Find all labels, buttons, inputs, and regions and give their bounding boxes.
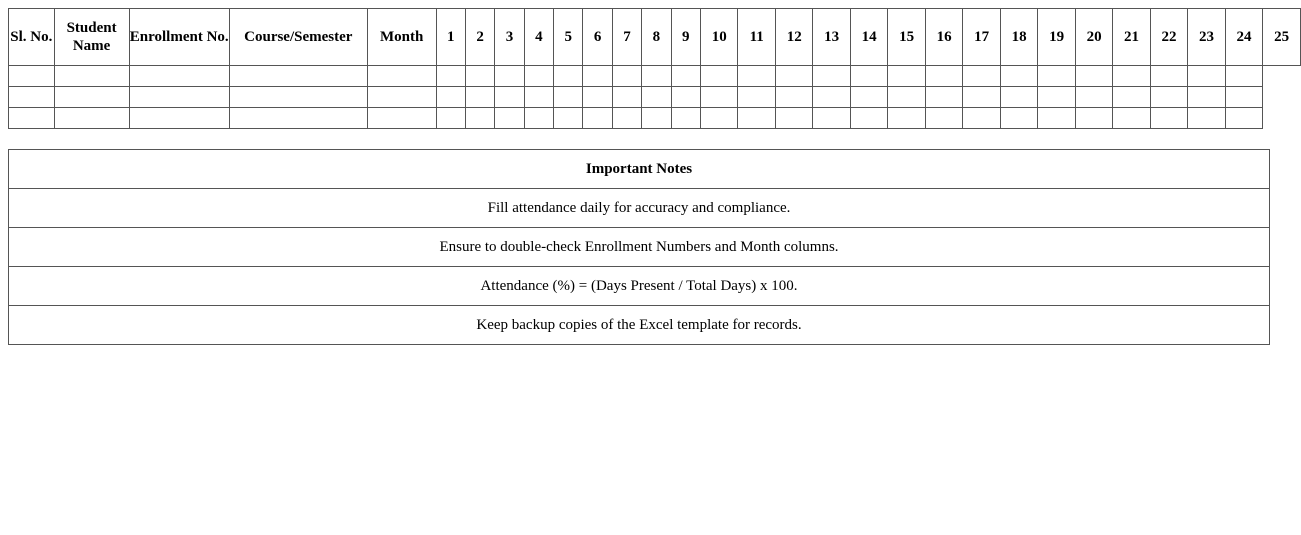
table-cell[interactable] [775,87,812,108]
table-cell[interactable] [524,108,553,129]
table-cell[interactable] [671,66,700,87]
header-day-4: 4 [524,9,553,66]
table-cell[interactable] [963,87,1000,108]
table-cell[interactable] [888,87,925,108]
table-cell[interactable] [612,108,641,129]
note-text: Keep backup copies of the Excel template for records. [9,306,1270,345]
table-cell[interactable] [229,108,367,129]
table-cell[interactable] [1150,108,1187,129]
table-cell[interactable] [925,87,962,108]
header-day-15: 15 [888,9,925,66]
table-cell[interactable] [9,66,55,87]
header-day-11: 11 [738,9,775,66]
table-cell[interactable] [1225,87,1262,108]
important-notes-table [8,149,1270,345]
table-cell[interactable] [54,108,129,129]
table-cell[interactable] [775,108,812,129]
table-cell[interactable] [1113,108,1150,129]
table-cell[interactable] [367,66,436,87]
table-cell[interactable] [1000,108,1037,129]
table-cell[interactable] [813,108,850,129]
header-student-name: Student Name [54,9,129,66]
notes-title-row [9,150,1270,189]
table-row [9,87,1301,108]
table-cell[interactable] [963,66,1000,87]
header-day-18: 18 [1000,9,1037,66]
note-row [9,267,1270,306]
table-cell[interactable] [1113,87,1150,108]
table-cell[interactable] [367,108,436,129]
attendance-table [8,8,1301,129]
table-cell[interactable] [554,66,583,87]
attendance-body [9,66,1301,129]
table-cell[interactable] [963,108,1000,129]
table-cell[interactable] [129,108,229,129]
header-day-12: 12 [775,9,812,66]
table-cell[interactable] [129,66,229,87]
header-day-1: 1 [436,9,465,66]
table-cell[interactable] [738,108,775,129]
table-row [9,108,1301,129]
table-cell[interactable] [612,87,641,108]
attendance-table-viewport [8,8,1290,129]
note-row [9,189,1270,228]
header-course-semester: Course/Semester [229,9,367,66]
header-day-9: 9 [671,9,700,66]
table-row [9,66,1301,87]
table-cell[interactable] [524,66,553,87]
note-row [9,228,1270,267]
table-cell[interactable] [554,108,583,129]
table-cell[interactable] [1188,87,1225,108]
table-cell[interactable] [671,87,700,108]
table-cell[interactable] [1188,66,1225,87]
table-cell[interactable] [465,87,494,108]
header-day-24: 24 [1225,9,1262,66]
table-cell[interactable] [850,87,887,108]
table-cell[interactable] [583,87,612,108]
table-cell[interactable] [888,66,925,87]
table-cell[interactable] [813,66,850,87]
table-cell[interactable] [813,87,850,108]
table-cell[interactable] [850,66,887,87]
header-day-17: 17 [963,9,1000,66]
table-cell[interactable] [738,87,775,108]
table-cell[interactable] [367,87,436,108]
table-cell[interactable] [9,87,55,108]
table-cell[interactable] [465,66,494,87]
table-cell[interactable] [1038,108,1075,129]
table-cell[interactable] [642,87,671,108]
table-cell[interactable] [1000,87,1037,108]
table-cell[interactable] [229,66,367,87]
header-day-3: 3 [495,9,524,66]
table-cell[interactable] [738,66,775,87]
header-day-20: 20 [1075,9,1112,66]
table-cell[interactable] [583,108,612,129]
header-day-8: 8 [642,9,671,66]
table-cell[interactable] [1113,66,1150,87]
table-cell[interactable] [925,66,962,87]
table-cell[interactable] [1000,66,1037,87]
table-cell[interactable] [554,87,583,108]
header-day-13: 13 [813,9,850,66]
table-cell[interactable] [583,66,612,87]
table-cell[interactable] [642,66,671,87]
table-cell[interactable] [436,108,465,129]
table-cell[interactable] [1075,66,1112,87]
table-cell[interactable] [1188,108,1225,129]
table-cell[interactable] [700,87,737,108]
table-cell[interactable] [700,108,737,129]
header-sl-no: Sl. No. [9,9,55,66]
header-day-25: 25 [1263,9,1301,66]
table-cell[interactable] [129,87,229,108]
table-cell[interactable] [524,87,553,108]
note-row [9,306,1270,345]
header-enrollment-no: Enrollment No. [129,9,229,66]
header-day-5: 5 [554,9,583,66]
note-text: Fill attendance daily for accuracy and compliance. [9,189,1270,228]
header-day-23: 23 [1188,9,1225,66]
table-cell[interactable] [495,108,524,129]
header-day-10: 10 [700,9,737,66]
header-day-22: 22 [1150,9,1187,66]
header-day-14: 14 [850,9,887,66]
table-cell[interactable] [495,66,524,87]
header-month: Month [367,9,436,66]
table-cell[interactable] [9,108,55,129]
notes-title: Important Notes [9,150,1270,189]
note-text: Attendance (%) = (Days Present / Total Days) x 100. [9,267,1270,306]
table-cell[interactable] [54,66,129,87]
table-cell[interactable] [775,66,812,87]
header-day-19: 19 [1038,9,1075,66]
attendance-header-row [9,9,1301,66]
header-day-2: 2 [465,9,494,66]
table-cell[interactable] [1150,87,1187,108]
header-day-21: 21 [1113,9,1150,66]
table-cell[interactable] [671,108,700,129]
note-text: Ensure to double-check Enrollment Numbers and Month columns. [9,228,1270,267]
table-cell[interactable] [1225,66,1262,87]
table-cell[interactable] [1150,66,1187,87]
table-cell[interactable] [850,108,887,129]
table-cell[interactable] [229,87,367,108]
table-cell[interactable] [1075,87,1112,108]
table-cell[interactable] [54,87,129,108]
table-cell[interactable] [888,108,925,129]
table-cell[interactable] [495,87,524,108]
header-day-16: 16 [925,9,962,66]
table-cell[interactable] [925,108,962,129]
header-day-7: 7 [612,9,641,66]
table-cell[interactable] [436,87,465,108]
table-cell[interactable] [1038,87,1075,108]
table-cell[interactable] [1075,108,1112,129]
header-day-6: 6 [583,9,612,66]
table-cell[interactable] [465,108,494,129]
table-cell[interactable] [700,66,737,87]
table-cell[interactable] [1225,108,1262,129]
table-cell[interactable] [1038,66,1075,87]
table-cell[interactable] [642,108,671,129]
table-cell[interactable] [612,66,641,87]
table-cell[interactable] [436,66,465,87]
